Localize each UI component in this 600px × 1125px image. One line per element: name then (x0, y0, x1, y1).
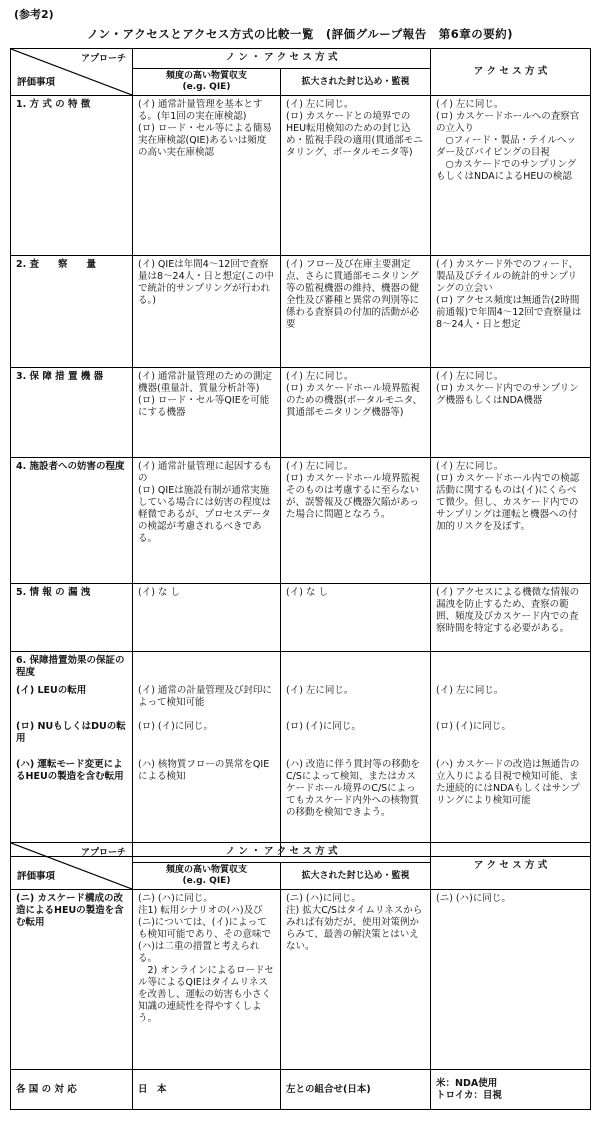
row-access: (イ) 左に同じ。 (ロ) カスケードホール内での検認活動に関するものは(イ)にくらべて微少。但し、カスケード内でのサンプリングは運転と機器への付加的リスクを及ぼす。 (431, 458, 591, 584)
row-access: (ニ) (ハ)に同じ。 (431, 890, 591, 1070)
row-access: (イ) アクセスによる機微な情報の漏洩を防止するため、査察の範囲、頻度及びカスケード内での査察時間を特定する必要がある。 (431, 584, 591, 652)
table-row (11, 718, 591, 756)
row-high-flow: (ハ) 核物質フローの異常をQIEによる検知 (133, 756, 281, 856)
row-sub-item: (ニ) カスケード構成の改造によるHEUの製造を含む転用 (11, 890, 133, 1070)
row-containment: (ハ) 改造に伴う貫封等の移動をC/Sによって検知、またはカスケードホール境界のC/Sによってもカスケード内外への核物質の移動を検知できよう。 (281, 756, 431, 856)
table-row (11, 96, 591, 256)
non-access-header: ノ ン ・ ア ク セ ス 方 式 (133, 843, 431, 863)
approach-label: アプローチ (80, 54, 126, 64)
header-diagonal-cell (11, 843, 133, 890)
row-containment: (イ) 左に同じ。 (281, 682, 431, 718)
table-row (11, 458, 591, 584)
nations-access: 米：NDA使用 トロイカ：目視 (431, 1070, 591, 1110)
row-item: 4. 施設者への妨害の程度 (11, 458, 133, 584)
table-row (11, 890, 591, 1070)
table-row (11, 1070, 591, 1110)
table-row (11, 682, 591, 718)
table-row (11, 756, 591, 856)
row-containment: (イ) 左に同じ。 (ロ) カスケードとの境界でのHEU転用検知のための封じ込め・監視手段の適用(貫通部モニタリング、ポータルモニタ等) (281, 96, 431, 256)
row-high-flow: (ニ) (ハ)に同じ。 注1) 転用シナリオの(ハ)及び(ニ)については、(イ)によっても検知可能であり、その意味で(ハ)は二重の措置と考えられる。 2) オンラインによるロードセル等によるQIEはタイムリネスを改善し、運転の妨害も小さく知識の連続性を得やすくしよう。 (133, 890, 281, 1070)
table-row (11, 368, 591, 458)
row-sub-item: (ロ) NUもしくはDUの転用 (11, 718, 133, 756)
header-diagonal-cell (11, 49, 133, 96)
row-sub-item: (ハ) 運転モード変更によるHEUの製造を含む転用 (11, 756, 133, 856)
row-high-flow: (イ) な し (133, 584, 281, 652)
evaluation-item-label: 評価事項 (17, 77, 56, 88)
row-containment: (ロ) (イ)に同じ。 (281, 718, 431, 756)
row-containment: (イ) な し (281, 584, 431, 652)
access-header: ア ク セ ス 方 式 (431, 843, 591, 890)
row-access: (ロ) (イ)に同じ。 (431, 718, 591, 756)
row-containment: (ニ) (ハ)に同じ。 注) 拡大C/Sはタイムリネスからみれば有効だが、使用対策例からみて、最善の解決策とはいえない。 (281, 890, 431, 1070)
row-containment: (イ) 左に同じ。 (ロ) カスケードホール境界監視のための機器(ポータルモニタ、貫通部モニタリング機器等) (281, 368, 431, 458)
row-high-flow: (イ) QIEは年間4～12回で査察量は8～24人・日と想定(この中で統計的サンプリングが行われる。) (133, 256, 281, 368)
row-access: (イ) 左に同じ。 (431, 682, 591, 718)
row-high-flow: (ロ) (イ)に同じ。 (133, 718, 281, 756)
nations-label: 各 国 の 対 応 (11, 1070, 133, 1110)
row-containment: (イ) 左に同じ。 (ロ) カスケードホール境界監視そのものは考慮するに至らないが、誤警報及び機器欠陥があった場合に問題となろう。 (281, 458, 431, 584)
evaluation-item-label: 評価事項 (17, 871, 56, 882)
table-row (11, 256, 591, 368)
containment-header: 拡大された封じ込め・監視 (281, 863, 431, 890)
access-header: ア ク セ ス 方 式 (431, 49, 591, 96)
row-item: 6. 保障措置効果の保証の程度 (11, 652, 133, 683)
nations-containment: 左との組合せ(日本) (281, 1070, 431, 1110)
continuation-table (10, 842, 591, 1110)
reference-label: (参考2) (14, 8, 54, 21)
row-containment: (イ) フロー及び在庫主要測定点、さらに貫通部モニタリング等の監視機器の維持、機器の健全性及び審種と異常の判別等に係わる査察員の付加的活動が必要 (281, 256, 431, 368)
row-sub-item: (イ) LEUの転用 (11, 682, 133, 718)
row-access: (イ) 左に同じ。 (ロ) カスケードホールへの査察官の立入り ○フィード・製品・テイルヘッダー及びパイピングの目視 ○カスケードでのサンプリングもしくはNDAによるHEUの検認 (431, 96, 591, 256)
approach-label: アプローチ (80, 848, 126, 858)
row-high-flow: (イ) 通常計量管理に起因するもの (ロ) QIEは施設有制が通常実施している場合には妨害の程度は軽微であるが、プロセスデータの検認が考慮されるべきである。 (133, 458, 281, 584)
row-access: (イ) 左に同じ。 (ロ) カスケード内でのサンプリング機器もしくはNDA機器 (431, 368, 591, 458)
row-item: 1. 方 式 の 特 徴 (11, 96, 133, 256)
row-item: 5. 情 報 の 漏 洩 (11, 584, 133, 652)
non-access-header: ノ ン ・ ア ク セ ス 方 式 (133, 49, 431, 69)
row-item: 3. 保 障 措 置 機 器 (11, 368, 133, 458)
high-flow-header: 頻度の高い物質収支 (e.g. QIE) (133, 69, 281, 96)
high-flow-header: 頻度の高い物質収支 (e.g. QIE) (133, 863, 281, 890)
row-item: 2. 査 察 量 (11, 256, 133, 368)
row-access: (イ) カスケード外でのフィード、製品及びテイルの統計的サンプリングの立会い (ロ) アクセス頻度は無通告(2時間前通報)で年間4～12回で査察量は8～24人・日と想定 (431, 256, 591, 368)
containment-header: 拡大された封じ込め・監視 (281, 69, 431, 96)
row-access: (ハ) カスケードの改造は無通告の立入りによる目視で検知可能、また連続的にはNDAもしくはサンプリングにより検知可能 (431, 756, 591, 856)
table-row (11, 652, 591, 683)
nations-high-flow: 日 本 (133, 1070, 281, 1110)
row-high-flow: (イ) 通常計量管理のための測定機器(重量計、質量分析計等) (ロ) ロード・セル等QIEを可能にする機器 (133, 368, 281, 458)
row-high-flow: (イ) 通常計量管理を基本とする。(年1回の実在庫検認) (ロ) ロード・セル等による簡易実在庫検認(QIE)あるいは頻度の高い実在庫検認 (133, 96, 281, 256)
document-title: ノン・アクセスとアクセス方式の比較一覧 (評価グループ報告 第6章の要約) (87, 27, 513, 41)
comparison-table (10, 48, 591, 857)
table-row (11, 584, 591, 652)
row-high-flow: (イ) 通常の計量管理及び封印によって検知可能 (133, 682, 281, 718)
